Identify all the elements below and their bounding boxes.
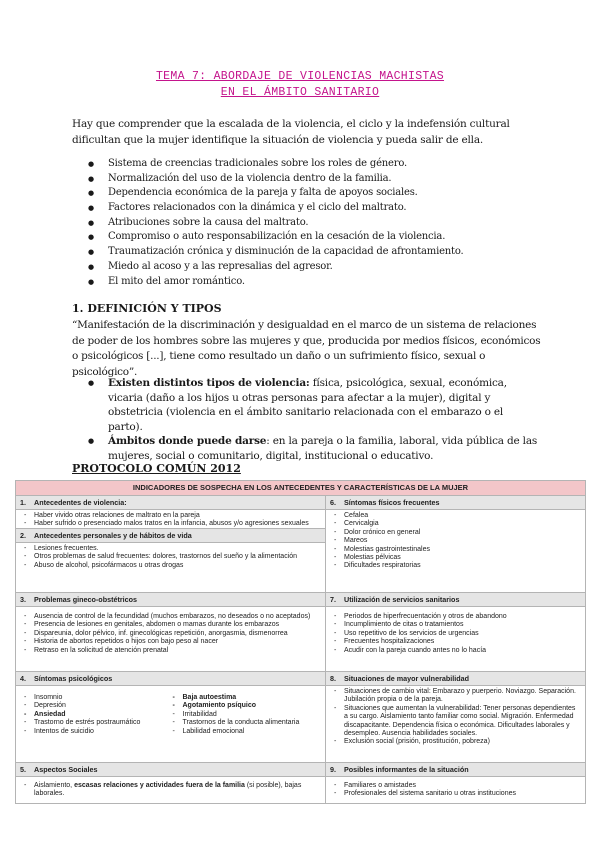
list-item: - Haber sufrido o presenciado malos tratos en la infancia, abusos y/o agresiones sexuales — [24, 520, 321, 528]
list-item: - Trastornos de la conducta alimentaria — [173, 719, 322, 727]
list-item: - Frecuentes hospitalizaciones — [334, 638, 581, 646]
list-item: ● Miedo al acoso y a las represalias del agresor. — [88, 260, 528, 275]
cell-section-7 — [326, 593, 586, 672]
section-title: 1. Antecedentes de violencia: — [16, 496, 325, 510]
section-title: 7. Utilización de servicios sanitarios — [326, 593, 585, 607]
list-item: - Molestias pélvicas — [334, 554, 581, 562]
list-item: ● Sistema de creencias tradicionales sobre los roles de género. — [88, 157, 528, 172]
list-item: - Profesionales del sistema sanitario u otras instituciones — [334, 790, 581, 798]
list-item: ● Atribuciones sobre la causa del maltrato. — [88, 216, 528, 231]
table-header: INDICADORES DE SOSPECHA EN LOS ANTECEDENTES Y CARACTERÍSTICAS DE LA MUJER — [16, 481, 586, 496]
section-title: 5. Aspectos Sociales — [16, 763, 325, 777]
types-list — [88, 376, 538, 463]
list-item: ● Dependencia económica de la pareja y falta de apoyos sociales. — [88, 186, 528, 201]
cell-sections-1-2 — [16, 496, 326, 593]
cell-section-9 — [326, 763, 586, 804]
section-title: 2. Antecedentes personales y de hábitos de vida — [16, 528, 325, 543]
list-item: - Haber vivido otras relaciones de maltrato en la pareja — [24, 512, 321, 520]
list-item: - Dispareunia, dolor pélvico, inf. ginecológicas repetición, anorgasmia, dismenorrea — [24, 630, 321, 638]
factors-list — [88, 157, 528, 289]
page-title-line-2: EN EL ÁMBITO SANITARIO — [220, 86, 380, 99]
cell-section-4 — [16, 672, 326, 763]
types-label: Existen distintos tipos de violencia: — [108, 377, 310, 389]
list-item: - Depresión — [24, 702, 173, 710]
ambitos-text: : en la pareja o la familia, laboral, vida pública de las mujeres, social o comunitario, digital, institucional o educativo. — [108, 435, 538, 462]
list-item: - Irritabilidad — [173, 711, 322, 719]
section-title: 4. Síntomas psicológicos — [16, 672, 325, 686]
list-item: - Dolor crónico en general — [334, 529, 581, 537]
section-heading-definicion: 1. DEFINICIÓN Y TIPOS — [72, 302, 222, 315]
list-item: - Otros problemas de salud frecuentes: dolores, trastornos del sueño y la alimentación — [24, 553, 321, 561]
list-item: ● Normalización del uso de la violencia dentro de la familia. — [88, 172, 528, 187]
list-item: - Retraso en la solicitud de atención prenatal — [24, 647, 321, 655]
list-item: - Presencia de lesiones en genitales, abdomen o mamas durante los embarazos — [24, 621, 321, 629]
list-item: - Baja autoestima — [173, 694, 322, 702]
list-item: - Insomnio — [24, 694, 173, 702]
list-item-types — [88, 376, 538, 434]
intro-paragraph: Hay que comprender que la escalada de la violencia, el ciclo y la indefensión cultural dificultan que la mujer identifique la situación de violencia y pueda salir de ella. — [72, 118, 510, 146]
ambitos-label: Ámbitos donde puede darse — [108, 435, 267, 447]
list-item: - Intentos de suicidio — [24, 728, 173, 736]
list-item: - Cefalea — [334, 512, 581, 520]
list-item: - Abuso de alcohol, psicofármacos u otras drogas — [24, 562, 321, 570]
section-title: 9. Posibles informantes de la situación — [326, 763, 585, 777]
protocol-heading: PROTOCOLO COMÚN 2012 — [72, 462, 241, 475]
list-item: - Dificultades respiratorias — [334, 562, 581, 570]
list-item: - Lesiones frecuentes. — [24, 545, 321, 553]
list-item: - Familiares o amistades — [334, 782, 581, 790]
section-title: 8. Situaciones de mayor vulnerabilidad — [326, 672, 585, 686]
list-item: - Molestias gastrointestinales — [334, 546, 581, 554]
list-item: - Acudir con la pareja cuando antes no lo hacía — [334, 647, 581, 655]
list-item: - Exclusión social (prisión, prostitución, pobreza) — [334, 738, 581, 746]
cell-section-8 — [326, 672, 586, 763]
types-text: física, psicológica, sexual, económica, vicaria (daño a los hijos u otras personas para afectar a la mujer), digital y obstetricia (violencia en el ámbito sanitario relacionada con el embarazo o el parto). — [108, 377, 507, 433]
list-item: ● El mito del amor romántico. — [88, 275, 528, 290]
list-item: - Labilidad emocional — [173, 728, 322, 736]
list-item: - Trastorno de estrés postraumático — [24, 719, 173, 727]
list-item-ambitos — [88, 434, 538, 463]
list-item: ● Compromiso o auto responsabilización en la cesación de la violencia. — [88, 230, 528, 245]
list-item: - Historia de abortos repetidos o hijos con bajo peso al nacer — [24, 638, 321, 646]
section-title: 6. Síntomas físicos frecuentes — [326, 496, 585, 510]
cell-section-5 — [16, 763, 326, 804]
list-item: - Mareos — [334, 537, 581, 545]
cell-section-6 — [326, 496, 586, 593]
section-title: 3. Problemas gineco-obstétricos — [16, 593, 325, 607]
list-item: ● Traumatización crónica y disminución de la capacidad de afrontamiento. — [88, 245, 528, 260]
list-item: - Agotamiento psíquico — [173, 702, 322, 710]
list-item: - Cervicalgia — [334, 520, 581, 528]
list-item: - Situaciones que aumentan la vulnerabilidad: Tener personas dependientes a su cargo. Aislamiento tanto familiar como social. Migración. Enfermedad discapacitante. Dependencia física o económica. Dificultades laborales y desempleo. Ausencia habilidades sociales. — [334, 705, 581, 739]
list-item: - Aislamiento, escasas relaciones y actividades fuera de la familia (si posible), bajas laborales. — [24, 782, 321, 799]
definition-quote: “Manifestación de la discriminación y desigualdad en el marco de un sistema de relaciones de poder de los hombres sobre las mujeres y que, producida por medios físicos, económicos o psicológicos [...], tiene como resultado un daño o un sufrimiento físico, sexual o psicológico”. — [72, 319, 541, 378]
list-item: - Ansiedad — [24, 711, 173, 719]
list-item: - Uso repetitivo de los servicios de urgencias — [334, 630, 581, 638]
list-item: - Incumplimiento de citas o tratamientos — [334, 621, 581, 629]
page-title-line-1: TEMA 7: ABORDAJE DE VIOLENCIAS MACHISTAS — [155, 70, 445, 83]
indicators-table — [15, 480, 586, 804]
list-item: ● Factores relacionados con la dinámica y el ciclo del maltrato. — [88, 201, 528, 216]
cell-section-3 — [16, 593, 326, 672]
list-item: - Situaciones de cambio vital: Embarazo y puerperio. Noviazgo. Separación. Jubilación propia o de la pareja. — [334, 688, 581, 705]
list-item: - Periodos de hiperfrecuentación y otros de abandono — [334, 613, 581, 621]
list-item: - Ausencia de control de la fecundidad (muchos embarazos, no deseados o no aceptados) — [24, 613, 321, 621]
